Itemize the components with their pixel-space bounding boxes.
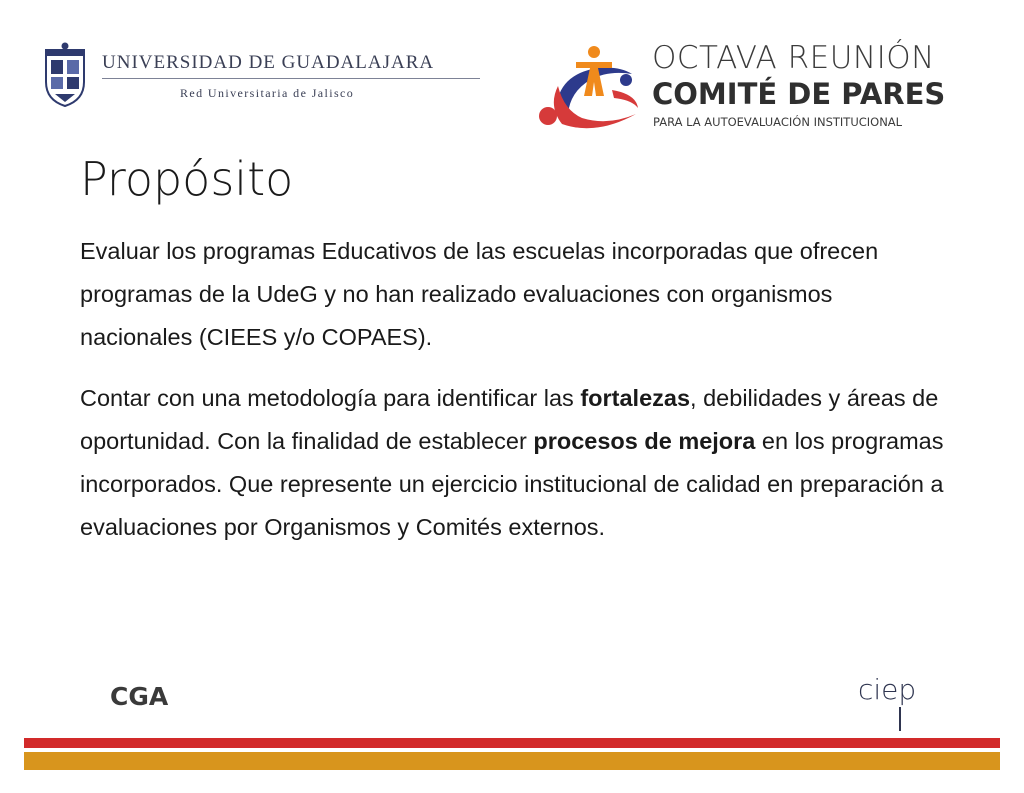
ciep-logo [858, 673, 928, 733]
shield-crest-icon [40, 42, 90, 108]
cga-logo: CGA [110, 682, 169, 711]
university-name: UNIVERSIDAD DE GUADALAJARA [102, 52, 435, 73]
event-line-1: OCTAVA REUNIÓN [652, 40, 935, 76]
ciep-logo-text: ciep [858, 673, 917, 706]
footer-bar-gold [24, 752, 1000, 770]
paragraph-2-bold-1: fortalezas [580, 385, 691, 411]
paragraph-2-text-3: en los programas incorporados. Que represente un ejercicio institucional de calidad en preparación a evaluaciones por Organismos y Comités externos. [80, 428, 944, 540]
paragraph-2-text-1: Contar con una metodología para identificar las [80, 385, 581, 411]
udg-logo [40, 42, 450, 112]
event-line-2: COMITÉ DE PARES [652, 77, 946, 111]
paragraph-2-bold-2: procesos de mejora [533, 428, 756, 454]
person-swoosh-icon [538, 44, 644, 130]
paragraph-2-text-2: , debilidades y áreas de oportunidad. Con la finalidad de establecer [80, 385, 939, 454]
slide-body [80, 230, 950, 567]
slide-title: Propósito [80, 152, 294, 206]
footer-bar-red [24, 738, 1000, 748]
university-subtitle: Red Universitaria de Jalisco [180, 86, 355, 100]
paragraph-1: Evaluar los programas Educativos de las escuelas incorporadas que ofrecen programas de la UdeG y no han realizado evaluaciones con organismos nacionales (CIEES y/o COPAES). [80, 238, 879, 350]
ciep-logo-stroke [899, 707, 901, 731]
university-divider [102, 78, 480, 79]
event-logo [538, 40, 988, 135]
paragraph-2 [80, 377, 950, 549]
event-line-3: PARA LA AUTOEVALUACIÓN INSTITUCIONAL [653, 115, 903, 129]
